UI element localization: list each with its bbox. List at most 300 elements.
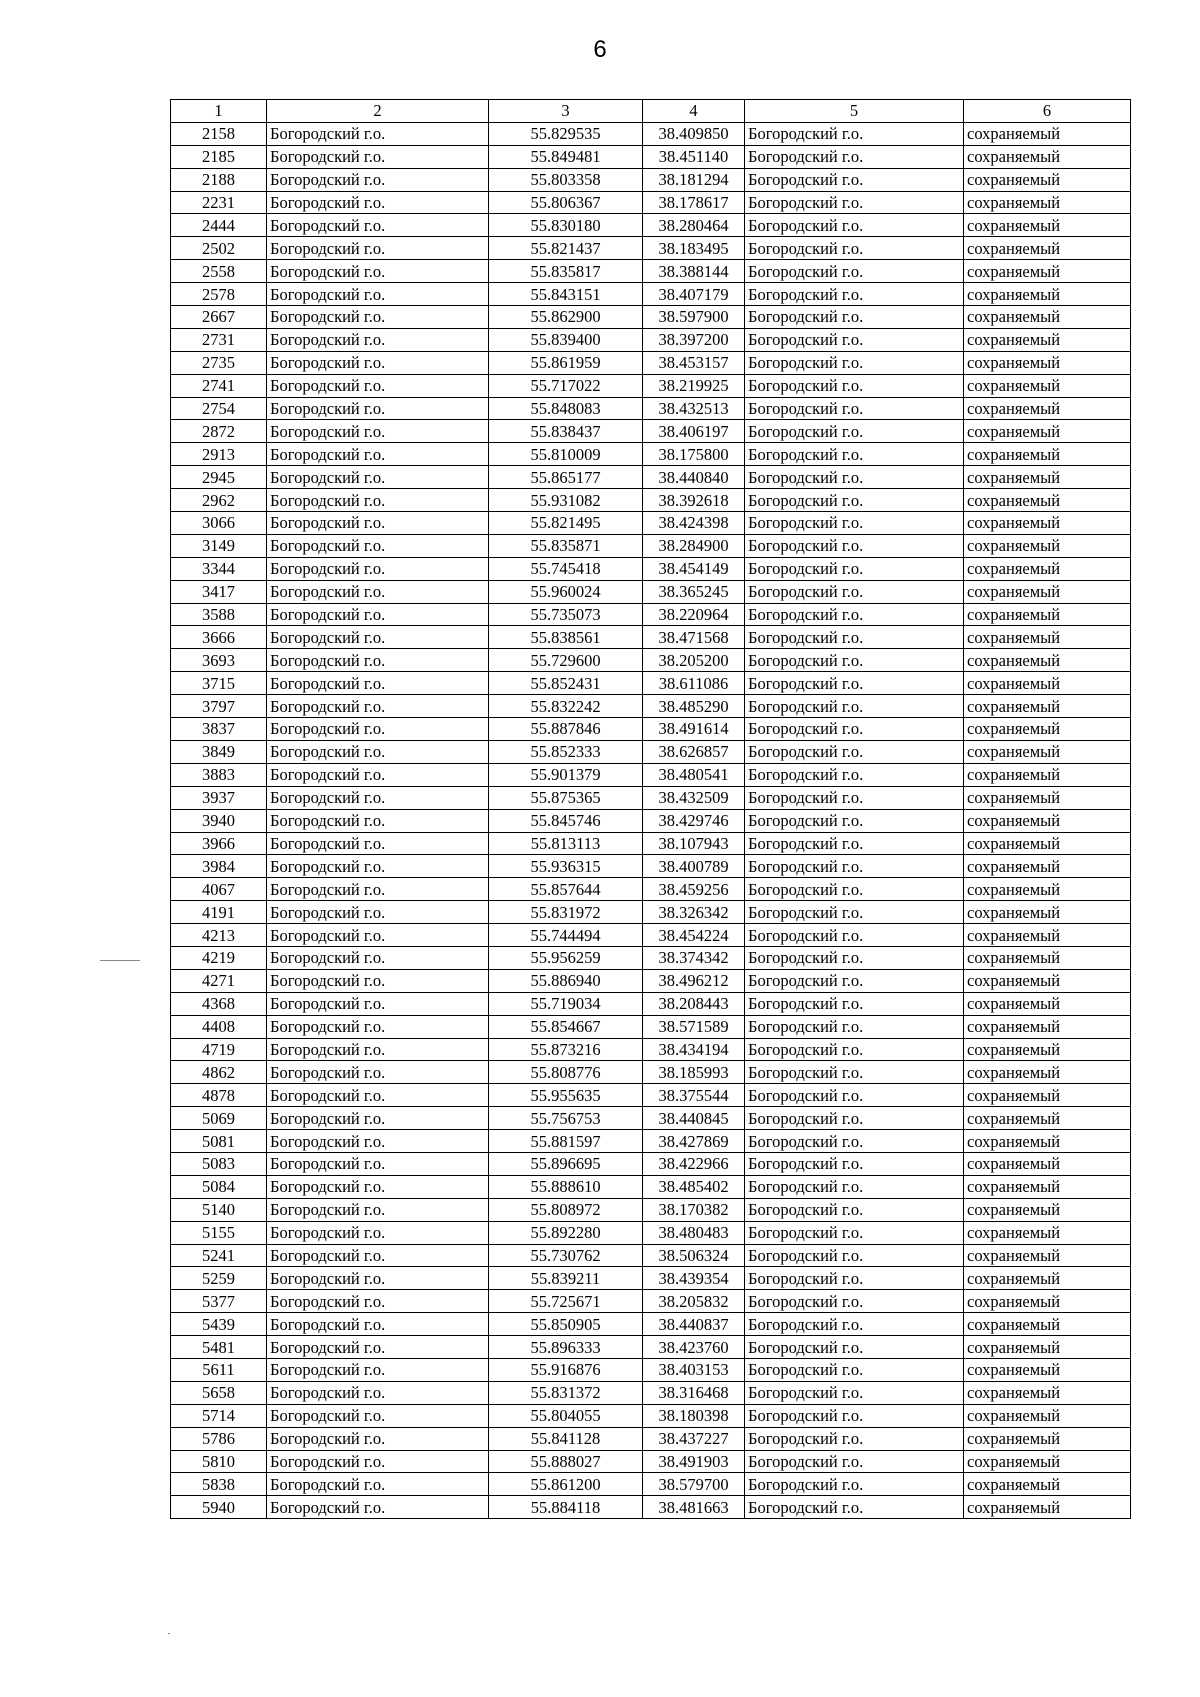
cell-status: сохраняемый bbox=[964, 1313, 1131, 1336]
cell-latitude: 55.803358 bbox=[489, 168, 643, 191]
cell-id: 3797 bbox=[171, 695, 267, 718]
cell-status: сохраняемый bbox=[964, 786, 1131, 809]
cell-district: Богородский г.о. bbox=[267, 763, 489, 786]
cell-status: сохраняемый bbox=[964, 1221, 1131, 1244]
cell-district: Богородский г.о. bbox=[267, 534, 489, 557]
cell-id: 3937 bbox=[171, 786, 267, 809]
table-row bbox=[171, 786, 1131, 809]
cell-status: сохраняемый bbox=[964, 1473, 1131, 1496]
table-row bbox=[171, 512, 1131, 535]
cell-id: 4719 bbox=[171, 1038, 267, 1061]
cell-region: Богородский г.о. bbox=[745, 214, 964, 237]
table-row bbox=[171, 649, 1131, 672]
cell-region: Богородский г.о. bbox=[745, 489, 964, 512]
cell-status: сохраняемый bbox=[964, 237, 1131, 260]
cell-status: сохраняемый bbox=[964, 855, 1131, 878]
cell-district: Богородский г.о. bbox=[267, 1290, 489, 1313]
cell-latitude: 55.901379 bbox=[489, 763, 643, 786]
cell-region: Богородский г.о. bbox=[745, 1175, 964, 1198]
cell-id: 2741 bbox=[171, 374, 267, 397]
cell-district: Богородский г.о. bbox=[267, 145, 489, 168]
cell-region: Богородский г.о. bbox=[745, 969, 964, 992]
cell-longitude: 38.326342 bbox=[643, 901, 745, 924]
table-row bbox=[171, 969, 1131, 992]
cell-latitude: 55.813113 bbox=[489, 832, 643, 855]
cell-longitude: 38.434194 bbox=[643, 1038, 745, 1061]
cell-latitude: 55.865177 bbox=[489, 466, 643, 489]
table-row bbox=[171, 992, 1131, 1015]
cell-region: Богородский г.о. bbox=[745, 420, 964, 443]
cell-latitude: 55.875365 bbox=[489, 786, 643, 809]
cell-longitude: 38.440840 bbox=[643, 466, 745, 489]
cell-region: Богородский г.о. bbox=[745, 1404, 964, 1427]
cell-region: Богородский г.о. bbox=[745, 1313, 964, 1336]
table-row bbox=[171, 1267, 1131, 1290]
cell-region: Богородский г.о. bbox=[745, 191, 964, 214]
cell-region: Богородский г.о. bbox=[745, 1244, 964, 1267]
cell-region: Богородский г.о. bbox=[745, 260, 964, 283]
cell-longitude: 38.422966 bbox=[643, 1152, 745, 1175]
cell-region: Богородский г.о. bbox=[745, 1427, 964, 1450]
cell-status: сохраняемый bbox=[964, 580, 1131, 603]
cell-region: Богородский г.о. bbox=[745, 855, 964, 878]
cell-district: Богородский г.о. bbox=[267, 603, 489, 626]
cell-longitude: 38.183495 bbox=[643, 237, 745, 260]
cell-latitude: 55.936315 bbox=[489, 855, 643, 878]
cell-id: 3666 bbox=[171, 626, 267, 649]
cell-status: сохраняемый bbox=[964, 1358, 1131, 1381]
table-row bbox=[171, 946, 1131, 969]
cell-longitude: 38.506324 bbox=[643, 1244, 745, 1267]
cell-id: 5786 bbox=[171, 1427, 267, 1450]
cell-latitude: 55.896695 bbox=[489, 1152, 643, 1175]
cell-district: Богородский г.о. bbox=[267, 1198, 489, 1221]
cell-region: Богородский г.о. bbox=[745, 718, 964, 741]
cell-status: сохраняемый bbox=[964, 1244, 1131, 1267]
cell-id: 5241 bbox=[171, 1244, 267, 1267]
cell-latitude: 55.832242 bbox=[489, 695, 643, 718]
cell-longitude: 38.440837 bbox=[643, 1313, 745, 1336]
cell-status: сохраняемый bbox=[964, 1175, 1131, 1198]
cell-district: Богородский г.о. bbox=[267, 1130, 489, 1153]
cell-longitude: 38.280464 bbox=[643, 214, 745, 237]
table-row bbox=[171, 924, 1131, 947]
cell-latitude: 55.861959 bbox=[489, 351, 643, 374]
cell-status: сохраняемый bbox=[964, 924, 1131, 947]
cell-id: 2872 bbox=[171, 420, 267, 443]
cell-latitude: 55.835871 bbox=[489, 534, 643, 557]
cell-region: Богородский г.о. bbox=[745, 832, 964, 855]
header-col-5: 5 bbox=[745, 100, 964, 123]
cell-status: сохраняемый bbox=[964, 901, 1131, 924]
table-row bbox=[171, 420, 1131, 443]
cell-longitude: 38.424398 bbox=[643, 512, 745, 535]
table-row bbox=[171, 1496, 1131, 1519]
cell-region: Богородский г.о. bbox=[745, 306, 964, 329]
cell-region: Богородский г.о. bbox=[745, 1015, 964, 1038]
cell-longitude: 38.220964 bbox=[643, 603, 745, 626]
cell-longitude: 38.374342 bbox=[643, 946, 745, 969]
cell-district: Богородский г.о. bbox=[267, 1427, 489, 1450]
cell-district: Богородский г.о. bbox=[267, 1313, 489, 1336]
cell-latitude: 55.850905 bbox=[489, 1313, 643, 1336]
cell-latitude: 55.881597 bbox=[489, 1130, 643, 1153]
table-row bbox=[171, 718, 1131, 741]
cell-region: Богородский г.о. bbox=[745, 901, 964, 924]
cell-region: Богородский г.о. bbox=[745, 351, 964, 374]
table-row bbox=[171, 1084, 1131, 1107]
cell-status: сохраняемый bbox=[964, 214, 1131, 237]
cell-longitude: 38.205200 bbox=[643, 649, 745, 672]
cell-district: Богородский г.о. bbox=[267, 1336, 489, 1359]
header-col-3: 3 bbox=[489, 100, 643, 123]
cell-latitude: 55.831972 bbox=[489, 901, 643, 924]
table-row bbox=[171, 603, 1131, 626]
header-col-6: 6 bbox=[964, 100, 1131, 123]
cell-region: Богородский г.о. bbox=[745, 763, 964, 786]
cell-latitude: 55.960024 bbox=[489, 580, 643, 603]
table-row bbox=[171, 832, 1131, 855]
cell-district: Богородский г.о. bbox=[267, 1015, 489, 1038]
cell-latitude: 55.839211 bbox=[489, 1267, 643, 1290]
cell-region: Богородский г.о. bbox=[745, 603, 964, 626]
cell-longitude: 38.365245 bbox=[643, 580, 745, 603]
cell-region: Богородский г.о. bbox=[745, 1267, 964, 1290]
cell-longitude: 38.626857 bbox=[643, 740, 745, 763]
cell-district: Богородский г.о. bbox=[267, 1084, 489, 1107]
cell-id: 5838 bbox=[171, 1473, 267, 1496]
table-row bbox=[171, 855, 1131, 878]
cell-district: Богородский г.о. bbox=[267, 1038, 489, 1061]
cell-status: сохраняемый bbox=[964, 832, 1131, 855]
cell-id: 2231 bbox=[171, 191, 267, 214]
cell-longitude: 38.432513 bbox=[643, 397, 745, 420]
cell-status: сохраняемый bbox=[964, 1336, 1131, 1359]
table-row bbox=[171, 1381, 1131, 1404]
cell-status: сохраняемый bbox=[964, 672, 1131, 695]
cell-longitude: 38.579700 bbox=[643, 1473, 745, 1496]
cell-latitude: 55.848083 bbox=[489, 397, 643, 420]
cell-id: 3066 bbox=[171, 512, 267, 535]
cell-id: 5810 bbox=[171, 1450, 267, 1473]
table-row bbox=[171, 168, 1131, 191]
cell-latitude: 55.808776 bbox=[489, 1061, 643, 1084]
cell-longitude: 38.403153 bbox=[643, 1358, 745, 1381]
table-row bbox=[171, 1473, 1131, 1496]
cell-district: Богородский г.о. bbox=[267, 1450, 489, 1473]
cell-longitude: 38.175800 bbox=[643, 443, 745, 466]
cell-status: сохраняемый bbox=[964, 626, 1131, 649]
cell-status: сохраняемый bbox=[964, 283, 1131, 306]
cell-district: Богородский г.о. bbox=[267, 306, 489, 329]
cell-id: 4408 bbox=[171, 1015, 267, 1038]
cell-id: 3940 bbox=[171, 809, 267, 832]
cell-latitude: 55.931082 bbox=[489, 489, 643, 512]
cell-latitude: 55.955635 bbox=[489, 1084, 643, 1107]
table-row bbox=[171, 466, 1131, 489]
cell-district: Богородский г.о. bbox=[267, 351, 489, 374]
cell-latitude: 55.888027 bbox=[489, 1450, 643, 1473]
cell-status: сохраняемый bbox=[964, 695, 1131, 718]
table-row bbox=[171, 1427, 1131, 1450]
table-row bbox=[171, 557, 1131, 580]
table-row bbox=[171, 306, 1131, 329]
cell-latitude: 55.861200 bbox=[489, 1473, 643, 1496]
cell-status: сохраняемый bbox=[964, 946, 1131, 969]
cell-latitude: 55.892280 bbox=[489, 1221, 643, 1244]
cell-id: 4862 bbox=[171, 1061, 267, 1084]
cell-region: Богородский г.о. bbox=[745, 122, 964, 145]
cell-id: 4219 bbox=[171, 946, 267, 969]
cell-latitude: 55.854667 bbox=[489, 1015, 643, 1038]
cell-region: Богородский г.о. bbox=[745, 809, 964, 832]
cell-status: сохраняемый bbox=[964, 466, 1131, 489]
cell-status: сохраняемый bbox=[964, 1496, 1131, 1519]
cell-id: 3966 bbox=[171, 832, 267, 855]
cell-longitude: 38.459256 bbox=[643, 878, 745, 901]
cell-id: 3715 bbox=[171, 672, 267, 695]
table-row bbox=[171, 1175, 1131, 1198]
cell-latitude: 55.821437 bbox=[489, 237, 643, 260]
cell-status: сохраняемый bbox=[964, 191, 1131, 214]
cell-status: сохраняемый bbox=[964, 1290, 1131, 1313]
table-row bbox=[171, 145, 1131, 168]
cell-latitude: 55.821495 bbox=[489, 512, 643, 535]
cell-district: Богородский г.о. bbox=[267, 1381, 489, 1404]
cell-id: 2185 bbox=[171, 145, 267, 168]
cell-latitude: 55.831372 bbox=[489, 1381, 643, 1404]
cell-id: 5069 bbox=[171, 1107, 267, 1130]
cell-region: Богородский г.о. bbox=[745, 512, 964, 535]
cell-region: Богородский г.о. bbox=[745, 1152, 964, 1175]
cell-status: сохраняемый bbox=[964, 374, 1131, 397]
cell-id: 5714 bbox=[171, 1404, 267, 1427]
cell-district: Богородский г.о. bbox=[267, 969, 489, 992]
cell-status: сохраняемый bbox=[964, 122, 1131, 145]
cell-status: сохраняемый bbox=[964, 809, 1131, 832]
cell-longitude: 38.454149 bbox=[643, 557, 745, 580]
table-row bbox=[171, 626, 1131, 649]
cell-district: Богородский г.о. bbox=[267, 1358, 489, 1381]
cell-latitude: 55.756753 bbox=[489, 1107, 643, 1130]
cell-longitude: 38.440845 bbox=[643, 1107, 745, 1130]
cell-latitude: 55.735073 bbox=[489, 603, 643, 626]
cell-id: 2735 bbox=[171, 351, 267, 374]
cell-id: 3344 bbox=[171, 557, 267, 580]
cell-longitude: 38.480483 bbox=[643, 1221, 745, 1244]
cell-district: Богородский г.о. bbox=[267, 283, 489, 306]
table-row bbox=[171, 443, 1131, 466]
table-row bbox=[171, 328, 1131, 351]
cell-longitude: 38.480541 bbox=[643, 763, 745, 786]
table-row bbox=[171, 1152, 1131, 1175]
header-col-4: 4 bbox=[643, 100, 745, 123]
cell-id: 5658 bbox=[171, 1381, 267, 1404]
cell-district: Богородский г.о. bbox=[267, 1496, 489, 1519]
cell-district: Богородский г.о. bbox=[267, 1107, 489, 1130]
table-row bbox=[171, 1290, 1131, 1313]
cell-status: сохраняемый bbox=[964, 1130, 1131, 1153]
cell-longitude: 38.185993 bbox=[643, 1061, 745, 1084]
cell-region: Богородский г.о. bbox=[745, 397, 964, 420]
cell-latitude: 55.730762 bbox=[489, 1244, 643, 1267]
cell-latitude: 55.857644 bbox=[489, 878, 643, 901]
cell-status: сохраняемый bbox=[964, 1107, 1131, 1130]
cell-status: сохраняемый bbox=[964, 1084, 1131, 1107]
cell-region: Богородский г.о. bbox=[745, 534, 964, 557]
cell-region: Богородский г.о. bbox=[745, 878, 964, 901]
cell-district: Богородский г.о. bbox=[267, 191, 489, 214]
cell-region: Богородский г.о. bbox=[745, 1336, 964, 1359]
cell-status: сохраняемый bbox=[964, 306, 1131, 329]
cell-status: сохраняемый bbox=[964, 420, 1131, 443]
table-row bbox=[171, 1358, 1131, 1381]
cell-region: Богородский г.о. bbox=[745, 443, 964, 466]
cell-status: сохраняемый bbox=[964, 260, 1131, 283]
cell-region: Богородский г.о. bbox=[745, 1473, 964, 1496]
table-body bbox=[171, 122, 1131, 1518]
table-row bbox=[171, 1015, 1131, 1038]
cell-district: Богородский г.о. bbox=[267, 237, 489, 260]
cell-district: Богородский г.о. bbox=[267, 1473, 489, 1496]
cell-region: Богородский г.о. bbox=[745, 145, 964, 168]
cell-status: сохраняемый bbox=[964, 1015, 1131, 1038]
cell-id: 3883 bbox=[171, 763, 267, 786]
cell-id: 5940 bbox=[171, 1496, 267, 1519]
cell-status: сохраняемый bbox=[964, 443, 1131, 466]
cell-id: 5481 bbox=[171, 1336, 267, 1359]
table-row bbox=[171, 283, 1131, 306]
cell-longitude: 38.205832 bbox=[643, 1290, 745, 1313]
cell-id: 3837 bbox=[171, 718, 267, 741]
cell-latitude: 55.916876 bbox=[489, 1358, 643, 1381]
cell-latitude: 55.719034 bbox=[489, 992, 643, 1015]
table-row bbox=[171, 1221, 1131, 1244]
cell-region: Богородский г.о. bbox=[745, 649, 964, 672]
cell-district: Богородский г.о. bbox=[267, 122, 489, 145]
table-row bbox=[171, 122, 1131, 145]
cell-latitude: 55.838561 bbox=[489, 626, 643, 649]
cell-longitude: 38.170382 bbox=[643, 1198, 745, 1221]
table-row bbox=[171, 1107, 1131, 1130]
cell-district: Богородский г.о. bbox=[267, 832, 489, 855]
table-row bbox=[171, 1336, 1131, 1359]
cell-district: Богородский г.о. bbox=[267, 328, 489, 351]
table-row bbox=[171, 878, 1131, 901]
table-row bbox=[171, 809, 1131, 832]
cell-district: Богородский г.о. bbox=[267, 397, 489, 420]
cell-district: Богородский г.о. bbox=[267, 557, 489, 580]
cell-latitude: 55.745418 bbox=[489, 557, 643, 580]
cell-district: Богородский г.о. bbox=[267, 260, 489, 283]
cell-region: Богородский г.о. bbox=[745, 946, 964, 969]
cell-id: 5084 bbox=[171, 1175, 267, 1198]
cell-district: Богородский г.о. bbox=[267, 168, 489, 191]
cell-district: Богородский г.о. bbox=[267, 718, 489, 741]
registry-table bbox=[170, 99, 1131, 1519]
cell-region: Богородский г.о. bbox=[745, 992, 964, 1015]
cell-status: сохраняемый bbox=[964, 740, 1131, 763]
cell-region: Богородский г.о. bbox=[745, 1130, 964, 1153]
cell-id: 4191 bbox=[171, 901, 267, 924]
cell-longitude: 38.491614 bbox=[643, 718, 745, 741]
cell-region: Богородский г.о. bbox=[745, 1198, 964, 1221]
cell-latitude: 55.806367 bbox=[489, 191, 643, 214]
cell-district: Богородский г.о. bbox=[267, 786, 489, 809]
cell-region: Богородский г.о. bbox=[745, 924, 964, 947]
cell-id: 2731 bbox=[171, 328, 267, 351]
cell-status: сохраняемый bbox=[964, 351, 1131, 374]
cell-region: Богородский г.о. bbox=[745, 1358, 964, 1381]
cell-latitude: 55.888610 bbox=[489, 1175, 643, 1198]
table-row bbox=[171, 763, 1131, 786]
cell-district: Богородский г.о. bbox=[267, 512, 489, 535]
table-row bbox=[171, 1038, 1131, 1061]
cell-district: Богородский г.о. bbox=[267, 626, 489, 649]
cell-longitude: 38.219925 bbox=[643, 374, 745, 397]
cell-status: сохраняемый bbox=[964, 718, 1131, 741]
cell-longitude: 38.284900 bbox=[643, 534, 745, 557]
cell-latitude: 55.830180 bbox=[489, 214, 643, 237]
cell-status: сохраняемый bbox=[964, 1427, 1131, 1450]
cell-region: Богородский г.о. bbox=[745, 557, 964, 580]
cell-region: Богородский г.о. bbox=[745, 1381, 964, 1404]
table-row bbox=[171, 1244, 1131, 1267]
table-row bbox=[171, 214, 1131, 237]
cell-longitude: 38.485290 bbox=[643, 695, 745, 718]
cell-longitude: 38.178617 bbox=[643, 191, 745, 214]
cell-region: Богородский г.о. bbox=[745, 374, 964, 397]
cell-longitude: 38.597900 bbox=[643, 306, 745, 329]
cell-id: 5611 bbox=[171, 1358, 267, 1381]
cell-region: Богородский г.о. bbox=[745, 237, 964, 260]
cell-district: Богородский г.о. bbox=[267, 992, 489, 1015]
cell-district: Богородский г.о. bbox=[267, 1061, 489, 1084]
cell-longitude: 38.453157 bbox=[643, 351, 745, 374]
table-row bbox=[171, 374, 1131, 397]
cell-id: 4368 bbox=[171, 992, 267, 1015]
cell-longitude: 38.454224 bbox=[643, 924, 745, 947]
cell-latitude: 55.810009 bbox=[489, 443, 643, 466]
cell-id: 2962 bbox=[171, 489, 267, 512]
cell-latitude: 55.729600 bbox=[489, 649, 643, 672]
cell-id: 3417 bbox=[171, 580, 267, 603]
table-row bbox=[171, 1130, 1131, 1153]
cell-district: Богородский г.о. bbox=[267, 946, 489, 969]
cell-region: Богородский г.о. bbox=[745, 672, 964, 695]
cell-latitude: 55.884118 bbox=[489, 1496, 643, 1519]
table-row bbox=[171, 672, 1131, 695]
cell-latitude: 55.849481 bbox=[489, 145, 643, 168]
scan-artifact-line bbox=[100, 960, 140, 961]
cell-longitude: 38.406197 bbox=[643, 420, 745, 443]
cell-id: 2667 bbox=[171, 306, 267, 329]
cell-status: сохраняемый bbox=[964, 489, 1131, 512]
cell-latitude: 55.838437 bbox=[489, 420, 643, 443]
cell-id: 2158 bbox=[171, 122, 267, 145]
header-col-2: 2 bbox=[267, 100, 489, 123]
cell-latitude: 55.841128 bbox=[489, 1427, 643, 1450]
cell-region: Богородский г.о. bbox=[745, 1450, 964, 1473]
cell-latitude: 55.852333 bbox=[489, 740, 643, 763]
cell-id: 2945 bbox=[171, 466, 267, 489]
page-number: 6 bbox=[593, 36, 607, 63]
cell-id: 3693 bbox=[171, 649, 267, 672]
cell-id: 5377 bbox=[171, 1290, 267, 1313]
cell-status: сохраняемый bbox=[964, 603, 1131, 626]
cell-status: сохраняемый bbox=[964, 168, 1131, 191]
cell-latitude: 55.744494 bbox=[489, 924, 643, 947]
